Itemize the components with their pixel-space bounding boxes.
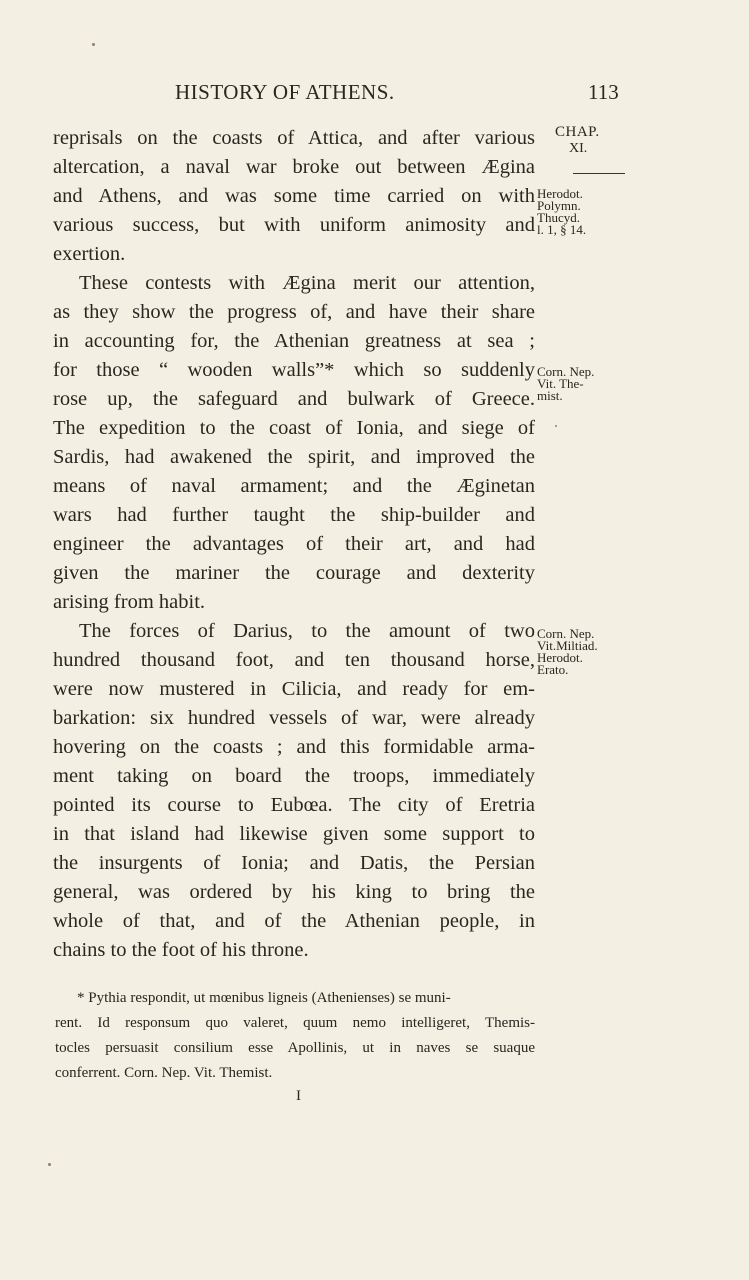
text-line: various success, but with uniform animosity and [53, 214, 535, 236]
paper-speck [92, 43, 95, 46]
text-line: Sardis, had awakened the spirit, and improved the [53, 446, 535, 468]
footnote-line: * Pythia respondit, ut mœnibus ligneis (Athenienses) se muni- [77, 990, 451, 1006]
text-line: in accounting for, the Athenian greatness at sea ; [53, 330, 535, 352]
text-line: in that island had likewise given some support to [53, 823, 535, 845]
margin-note-line: Corn. Nep. [537, 364, 595, 379]
text-line: The forces of Darius, to the amount of two [79, 620, 535, 642]
text-line: general, was ordered by his king to bring the [53, 881, 535, 903]
text-line: reprisals on the coasts of Attica, and after various [53, 127, 535, 149]
text-line: arising from habit. [53, 591, 206, 613]
paper-speck [48, 1163, 51, 1166]
margin-note-corn-nep-themist [537, 366, 594, 402]
page-number: 113 [588, 80, 619, 104]
text-line: The expedition to the coast of Ionia, and siege of [53, 417, 535, 439]
text-line: and Athens, and was some time carried on with [53, 185, 535, 207]
text-line: as they show the progress of, and have their share [53, 301, 535, 323]
main-text [53, 124, 535, 965]
footnote [55, 986, 535, 1086]
text-line: ment taking on board the troops, immediately [53, 765, 535, 787]
chapter-label: CHAP. [555, 124, 600, 140]
margin-note-line: Herodot. [537, 650, 583, 665]
margin-note-line: mist. [537, 388, 563, 403]
text-line: engineer the advantages of their art, and had [53, 533, 535, 555]
text-line: wars had further taught the ship-builder and [53, 504, 535, 526]
running-header [0, 80, 749, 108]
text-line: altercation, a naval war broke out between Ægina [53, 156, 535, 178]
running-title: HISTORY OF ATHENS. [175, 80, 395, 104]
text-line: means of naval armament; and the Æginetan [53, 475, 535, 497]
paper-speck [555, 425, 557, 427]
margin-note-line: Vit.Miltiad. [537, 638, 598, 653]
text-line: given the mariner the courage and dexterity [53, 562, 535, 584]
text-line: pointed its course to Eubœa. The city of Eretria [53, 794, 535, 816]
margin-note-line: Herodot. [537, 186, 583, 201]
text-line: whole of that, and of the Athenian people, in [53, 910, 535, 932]
text-line: chains to the foot of his throne. [53, 939, 309, 961]
margin-note-line: Vit. The- [537, 376, 584, 391]
text-line: barkation: six hundred vessels of war, were already [53, 707, 535, 729]
margin-note-corn-nep-miltiad [537, 628, 598, 676]
text-line: exertion. [53, 243, 126, 265]
text-line: were now mustered in Cilicia, and ready for em- [53, 678, 535, 700]
signature-mark: I [296, 1088, 301, 1104]
footnote-line: tocles persuasit consilium esse Apollinis, ut in naves se suaque [55, 1040, 535, 1056]
text-line: the insurgents of Ionia; and Datis, the Persian [53, 852, 535, 874]
text-line: hovering on the coasts ; and this formidable arma- [53, 736, 535, 758]
chapter-rule [573, 173, 625, 174]
margin-note-line: l. 1, § 14. [537, 222, 587, 237]
margin-note-line: Polymn. [537, 198, 581, 213]
margin-note-line: Thucyd. [537, 210, 580, 225]
text-line: for those “ wooden walls”* which so suddenly [53, 359, 535, 381]
text-line: These contests with Ægina merit our attention, [79, 272, 535, 294]
margin-note-herodot [537, 188, 586, 236]
chapter-number: XI. [569, 141, 588, 156]
margin-note-line: Corn. Nep. [537, 626, 595, 641]
margin-note-line: Erato. [537, 662, 569, 677]
footnote-line: rent. Id responsum quo valeret, quum nemo intelligeret, Themis- [55, 1015, 535, 1031]
footnote-line: conferrent. Corn. Nep. Vit. Themist. [55, 1065, 273, 1081]
text-line: hundred thousand foot, and ten thousand horse, [53, 649, 535, 671]
text-line: rose up, the safeguard and bulwark of Greece. [53, 388, 535, 410]
